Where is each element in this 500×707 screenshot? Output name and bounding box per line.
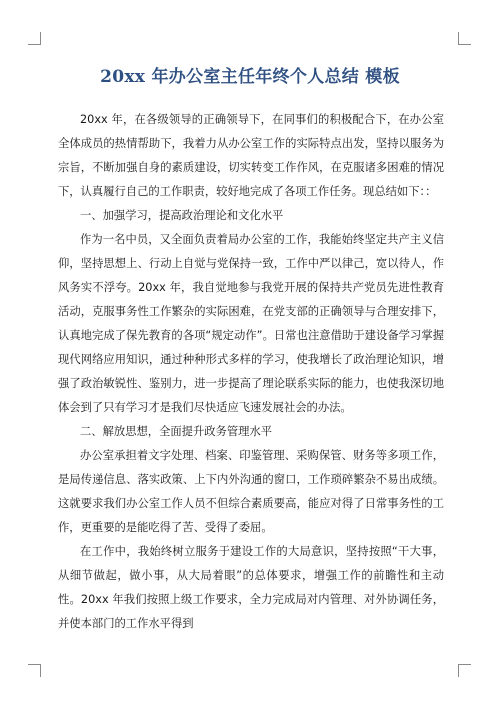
document-title: 20xx 年办公室主任年终个人总结 模板 — [100, 67, 400, 87]
corner-mark-top-right — [458, 32, 471, 45]
corner-mark-bottom-right — [458, 664, 471, 677]
paragraph-intro: 20xx 年，在各级领导的正确领导下，在同事们的积极配合下，在办公室全体成员的热情帮助下，我着力从办公室工作的实际特点出发，坚持以服务为宗旨，不断加强自身的素质建设，切实转变工作作风，在克服诸多困难的情况下，认真履行自己的工作职责，较好地完成了各项工作任务。现总结如下：： — [58, 113, 444, 198]
section-heading-2: 二、解放思想，全面提升政务管理水平 — [80, 425, 273, 438]
section-heading-1: 一、加强学习，提高政治理论和文化水平 — [80, 209, 284, 222]
paragraph-section-1: 作为一名中员，又全面负责着局办公室的工作，我能始终坚定共产主义信仰，坚持思想上、行动上自觉与党保持一致，工作中严以律己，宽以待人，作风务实不浮夸。20xx 年，我自觉地参与我党开展的保持共产党员先进性教育活动，克服事务性工作繁杂的实际困难，在党支部的正确领导与合理安排下，认真地完成了保先教育的各项“规定动作”。日常也注意借助于建设备学习掌握现代网络应用知识，通过种种形式多样的学习，使我增长了政治理论知识，增强了政治敏锐性、鉴别力，进一步提高了理论联系实际的能力，也使我深切地体会到了只有学习才是我们尽快适应飞速发展社会的办法。 — [58, 233, 444, 414]
corner-mark-bottom-left — [28, 664, 41, 677]
document-body — [58, 108, 444, 636]
paragraph-section-2a: 办公室承担着文字处理、档案、印鉴管理、采购保管、财务等多项工作，是局传递信息、落实政策、上下内外沟通的窗口，工作琐碎繁杂不易出成绩。这就要求我们办公室工作人员不但综合素质要高，能应对得了日常事务性的工作，更重要的是能吃得了苦、受得了委屈。 — [58, 449, 444, 534]
paragraph-section-2b: 在工作中，我始终树立服务于建设工作的大局意识，坚持按照“干大事，从细节做起，做小事，从大局着眼”的总体要求，增强工作的前瞻性和主动性。20xx 年我们按照上级工作要求，全力完成局对内管理、对外协调任务，并使本部门的工作水平得到 — [58, 545, 444, 630]
corner-mark-top-left — [28, 32, 41, 45]
